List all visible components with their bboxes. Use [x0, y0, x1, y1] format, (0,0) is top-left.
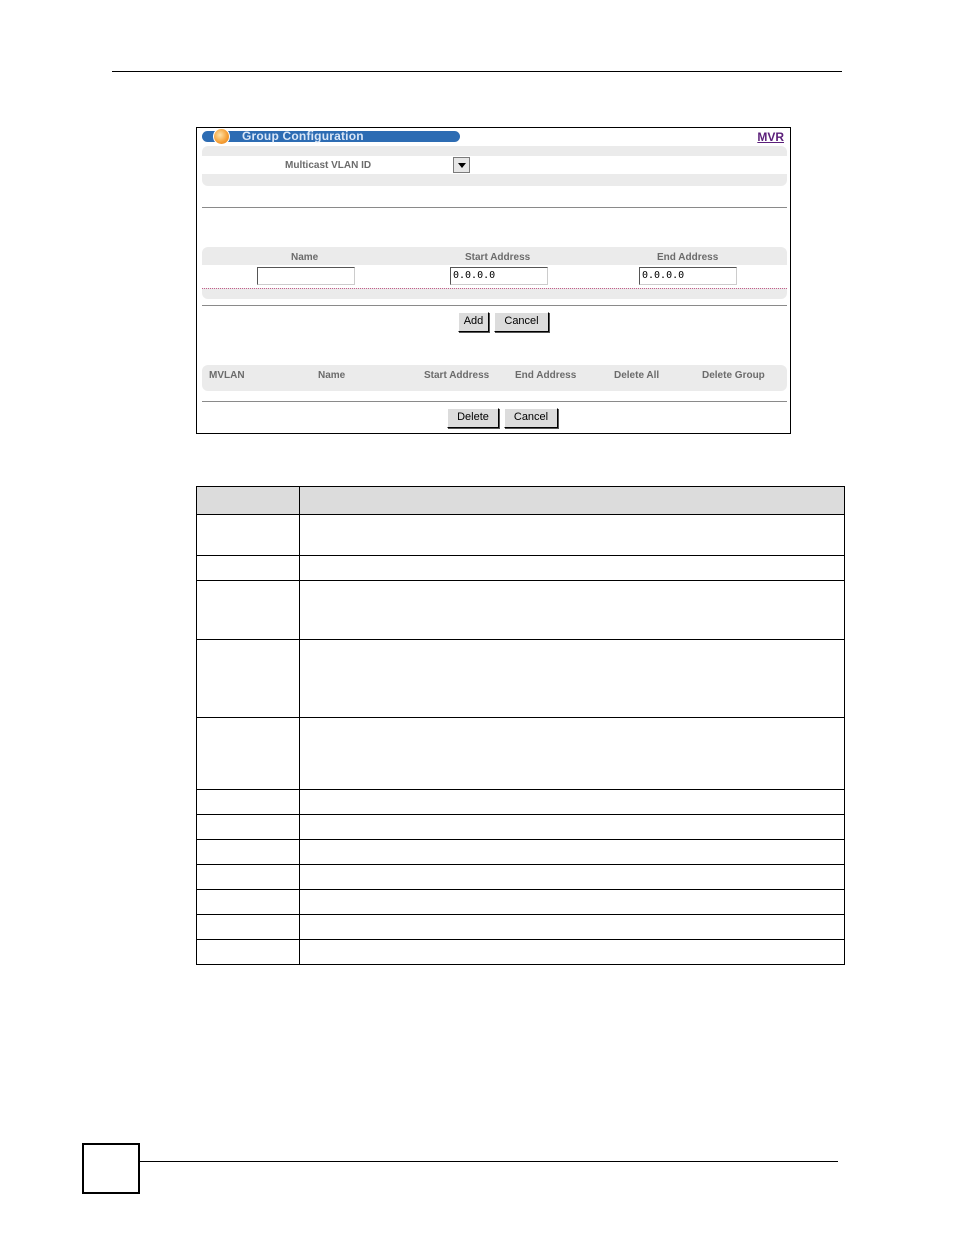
table-cell	[300, 487, 845, 515]
table-row	[197, 840, 845, 865]
mvlan-header: MVLAN	[209, 370, 245, 381]
end-address-input[interactable]: 0.0.0.0	[639, 267, 737, 285]
delete-button[interactable]: Delete	[447, 408, 499, 428]
table-cell	[197, 556, 300, 581]
cancel-button[interactable]: Cancel	[494, 312, 549, 332]
page-footer-rule	[140, 1161, 838, 1162]
table-cell	[197, 915, 300, 940]
group-start-address-header: Start Address	[424, 370, 490, 381]
group-table-header-band	[202, 365, 787, 391]
table-cell	[300, 940, 845, 965]
dotted-divider	[202, 288, 787, 289]
table-row	[197, 718, 845, 790]
table-cell	[300, 581, 845, 640]
page-header-rule	[112, 71, 842, 72]
name-input[interactable]	[257, 267, 355, 285]
multicast-vlan-id-select[interactable]	[453, 157, 470, 173]
table-cell	[300, 515, 845, 556]
mvr-link[interactable]: MVR	[757, 130, 784, 144]
group-configuration-panel	[196, 127, 791, 434]
table-cell	[197, 515, 300, 556]
divider	[202, 305, 787, 306]
table-header-row	[197, 487, 845, 515]
table-cell	[197, 840, 300, 865]
table-row	[197, 815, 845, 840]
table-row	[197, 865, 845, 890]
group-name-header: Name	[318, 370, 346, 381]
group-end-address-header: End Address	[515, 370, 577, 381]
table-cell	[300, 790, 845, 815]
table-cell	[197, 815, 300, 840]
table-cell	[300, 890, 845, 915]
divider	[202, 207, 787, 208]
table-row	[197, 556, 845, 581]
add-button[interactable]: Add	[458, 312, 489, 332]
table-cell	[197, 718, 300, 790]
table-cell	[300, 640, 845, 718]
bulb-icon	[213, 128, 230, 145]
field-description-table	[196, 486, 845, 965]
name-header: Name	[291, 252, 319, 263]
start-address-header: Start Address	[465, 252, 531, 263]
multicast-vlan-id-label: Multicast VLAN ID	[285, 160, 372, 171]
table-row	[197, 515, 845, 556]
table-cell	[197, 790, 300, 815]
table-cell	[300, 815, 845, 840]
end-address-header: End Address	[657, 252, 719, 263]
table-row	[197, 790, 845, 815]
delete-group-header: Delete Group	[702, 370, 765, 381]
table-cell	[197, 581, 300, 640]
table-row	[197, 640, 845, 718]
start-address-input[interactable]: 0.0.0.0	[450, 267, 548, 285]
table-cell	[300, 915, 845, 940]
table-cell	[197, 890, 300, 915]
page-number-box	[82, 1143, 140, 1194]
table-row	[197, 890, 845, 915]
table-cell	[300, 865, 845, 890]
table-row	[197, 915, 845, 940]
table-row	[197, 940, 845, 965]
table-cell	[300, 718, 845, 790]
table-row	[197, 581, 845, 640]
delete-all-header: Delete All	[614, 370, 660, 381]
table-cell	[197, 487, 300, 515]
table-cell	[197, 940, 300, 965]
table-cell	[197, 640, 300, 718]
table-cell	[300, 556, 845, 581]
panel-title: Group Configuration	[242, 129, 364, 143]
divider	[202, 401, 787, 402]
cancel-button-2[interactable]: Cancel	[504, 408, 558, 428]
table-cell	[197, 865, 300, 890]
table-cell	[300, 840, 845, 865]
